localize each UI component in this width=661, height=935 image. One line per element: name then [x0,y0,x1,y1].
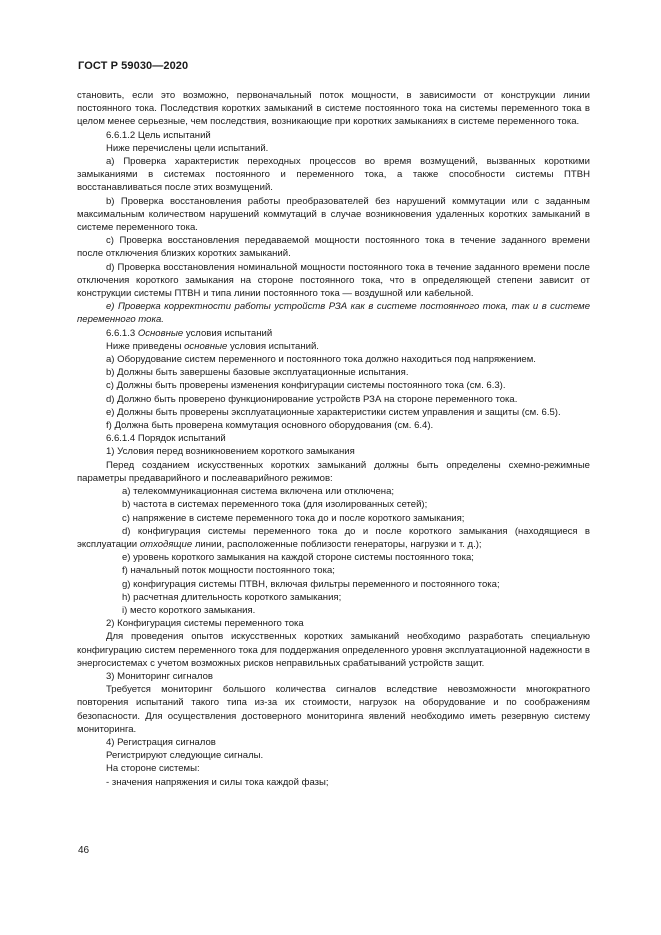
pre-fault-item-d [77,525,590,551]
section-heading-6-6-1-3 [77,327,590,340]
section-heading-6-6-1-2: 6.6.1.2 Цель испытаний [106,129,211,141]
page-number: 46 [78,845,90,856]
subsection-4-line-1: Регистрируют следующие сигналы. [106,750,264,762]
conditions-intro-italic: основные [184,340,228,352]
subsection-4-line-2: На стороне системы: [106,763,200,775]
subsection-3-text: Требуется мониторинг большого количества сигналов вследствие невозможности многократного повторения испытаний такого типа из-за их стоимости, нагрузок на оборудование и по соображениям безопасности. Для осуществления достоверного мониторинга явлений необходимо иметь резервную систему мониторинга. [77,684,590,735]
subsection-3-title: 3) Мониторинг сигналов [106,670,213,682]
document-body [77,89,590,789]
subsection-1-title: 1) Условия перед возникновением короткого замыкания [106,446,355,458]
pre-fault-item-c: c) напряжение в системе переменного тока до и после короткого замыкания; [122,512,465,524]
condition-item-f: f) Должна быть проверена коммутация основного оборудования (см. 6.4). [106,420,434,432]
goal-item-b: b) Проверка восстановления работы преобразователей без нарушений коммутации или с заданным максимальным количеством нарушений коммутаций в случае возникновения удаленных коротких замыканий в системе переменного тока. [77,195,590,234]
pre-fault-item-b: b) частота в системах переменного тока (для изолированных сетей); [122,499,428,511]
pre-fault-item-d-pre: d) конфигурация системы переменного тока до и после короткого замыкания (находящиеся в эксплуатации [77,525,590,550]
subsection-1-text: Перед созданием искусственных коротких замыканий должны быть определены схемно-режимные параметры предаварийного и послеаварийного режимов: [77,459,590,484]
conditions-intro [77,340,590,353]
goal-item-c: c) Проверка восстановления передаваемой мощности постоянного тока в течение заданного времени после отключения близких коротких замыканий. [77,235,590,260]
subsection-2-title: 2) Конфигурация системы переменного тока [106,618,304,630]
pre-fault-item-d-italic: отходящие [139,538,193,550]
paragraph-intro: становить, если это возможно, первоначальный поток мощности, в зависимости от конструкции линии постоянного тока. Последствия коротких замыканий в системе постоянного тока на системы переменного тока в целом менее серьезные, чем последствия, возникающие при коротких замыканиях в системе переменного тока. [77,90,590,128]
condition-item-d: d) Должно быть проверено функционирование устройств РЗА на стороне переменного тока. [106,393,518,405]
pre-fault-item-h: h) расчетная длительность короткого замыкания; [122,591,342,603]
pre-fault-item-d-post: линии, расположенные поблизости генераторы, нагрузки и т. д.); [194,538,482,550]
pre-fault-item-g: g) конфигурация системы ПТВН, включая фильтры переменного и постоянного тока; [122,578,500,590]
goal-item-d: d) Проверка восстановления номинальной мощности постоянного тока в течение заданного времени после отключения короткого замыкания на стороне постоянного тока, что в определяющей степени зависит от конструкции системы ПТВН и типа линии постоянного тока — воздушной или кабельной. [77,261,590,300]
goals-intro: Ниже перечислены цели испытаний. [106,142,269,154]
condition-item-b: b) Должны быть завершены базовые эксплуатационные испытания. [106,367,409,379]
goal-item-e: e) Проверка корректности работы устройств РЗА как в системе постоянного тока, так и в системе переменного тока. [77,301,590,326]
section-heading-6-6-1-4: 6.6.1.4 Порядок испытаний [106,433,226,445]
heading-italic-word: Основные [137,327,184,339]
pre-fault-item-e: e) уровень короткого замыкания на каждой стороне системы постоянного тока; [122,552,474,564]
pre-fault-item-f: f) начальный поток мощности постоянного тока; [122,565,335,577]
subsection-2-text: Для проведения опытов искусственных коротких замыканий необходимо разработать специальную конфигурацию систем переменного тока для поддержания определенного уровня эксплуатационной надежности в энергосистемах с учетом возможных рисков неправильных срабатываний устройств защит. [77,631,590,669]
conditions-intro-post: условия испытаний. [230,340,319,352]
heading-number: 6.6.1.3 [106,327,136,339]
condition-item-e: e) Должны быть проверены эксплуатационные характеристики систем управления и защиты (см. 6.5). [106,406,561,418]
subsection-4-line-3: - значения напряжения и силы тока каждой фазы; [106,776,329,788]
document-code-header: ГОСТ Р 59030—2020 [78,60,189,72]
conditions-intro-pre: Ниже приведены [106,340,182,352]
subsection-4-title: 4) Регистрация сигналов [106,736,216,748]
condition-item-c: c) Должны быть проверены изменения конфигурации системы постоянного тока (см. 6.3). [106,380,506,392]
goal-item-a: a) Проверка характеристик переходных процессов во время возмущений, вызванных короткими замыканиями в системах постоянного и переменного тока, а также способности системы ПТВН восстанавливаться после этих возмущений. [77,156,590,194]
heading-rest: условия испытаний [185,327,273,339]
condition-item-a: a) Оборудование систем переменного и постоянного тока должно находиться под напряжением. [106,354,536,366]
pre-fault-item-i: i) место короткого замыкания. [122,604,256,616]
pre-fault-item-a: a) телекоммуникационная система включена или отключена; [122,486,395,498]
